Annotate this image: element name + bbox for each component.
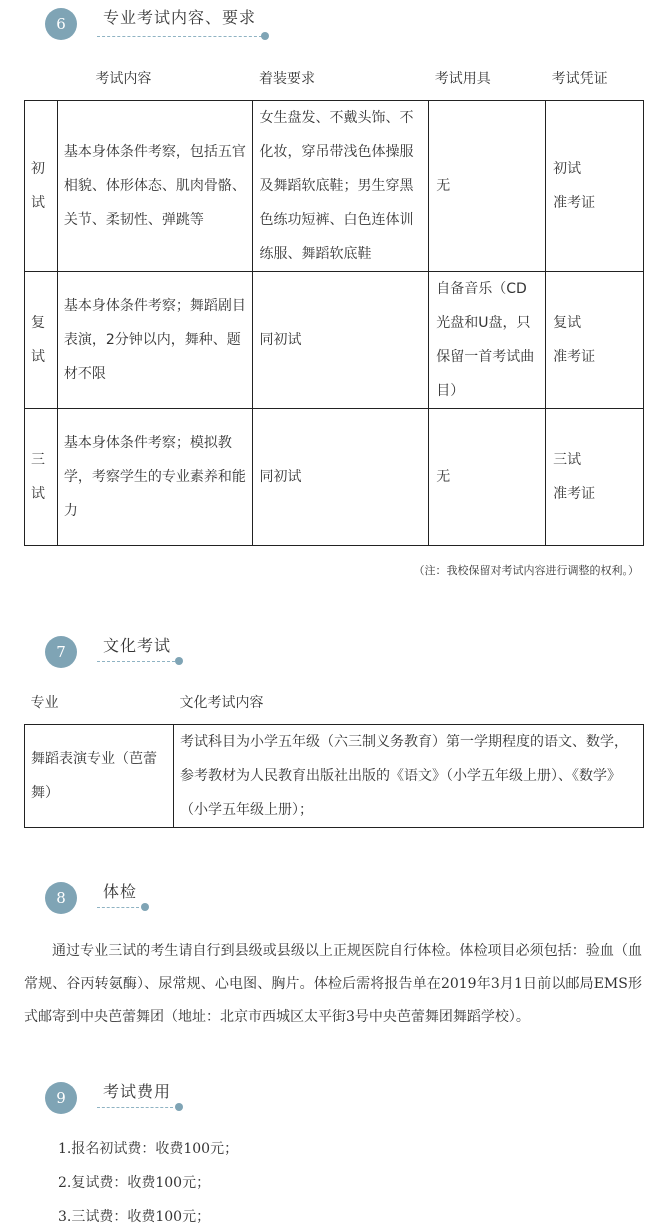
dress-cell: 同初试 (253, 272, 429, 409)
section-number-badge: 8 (45, 882, 77, 914)
section-6-header (45, 8, 445, 48)
stage-cell: 初 试 (25, 101, 58, 272)
professional-exam-table (24, 58, 644, 546)
underline-dot-icon (175, 657, 183, 665)
header-blank (25, 58, 58, 101)
section-title: 考试费用 (103, 1082, 172, 1101)
stage-cell: 复 试 (25, 272, 58, 409)
dress-cell: 女生盘发、不戴头饰、不化妆，穿吊带浅色体操服及舞蹈软底鞋；男生穿黑色练功短裤、白色连体训练服、舞蹈软底鞋 (253, 101, 429, 272)
header-culture-content: 文化考试内容 (179, 695, 264, 711)
cert-cell: 三试 准考证 (546, 409, 644, 546)
content-cell: 基本身体条件考察；模拟教学，考察学生的专业素养和能力 (57, 409, 253, 546)
fee-item: 1.报名初试费：收费100元； (58, 1141, 239, 1157)
section-number-badge: 9 (45, 1082, 77, 1114)
table-row (25, 409, 644, 546)
title-underline (97, 661, 175, 662)
tools-cell: 自备音乐（CD光盘和U盘，只保留一首考试曲目） (429, 272, 546, 409)
cert-cell: 复试 准考证 (546, 272, 644, 409)
fee-item: 3.三试费：收费100元； (58, 1209, 211, 1225)
content-cell: 基本身体条件考察，包括五官相貌、体形体态、肌肉骨骼、关节、柔韧性、弹跳等 (57, 101, 253, 272)
header-dress: 着装要求 (258, 71, 315, 87)
underline-dot-icon (175, 1103, 183, 1111)
header-content: 考试内容 (95, 71, 152, 87)
table-note: （注：我校保留对考试内容进行调整的权利。） (413, 564, 639, 577)
section-number-badge: 6 (45, 8, 77, 40)
title-underline (97, 1107, 173, 1108)
underline-dot-icon (141, 903, 149, 911)
title-underline (97, 907, 139, 908)
table-row (25, 272, 644, 409)
header-cert: 考试凭证 (551, 71, 608, 87)
content-cell: 基本身体条件考察；舞蹈剧目表演，2分钟以内，舞种、题材不限 (57, 272, 253, 409)
tools-cell: 无 (429, 101, 546, 272)
section-title: 专业考试内容、要求 (103, 8, 257, 27)
header-major: 专业 (30, 695, 59, 711)
section-title: 文化考试 (103, 636, 172, 655)
table-row (25, 725, 644, 828)
fee-item: 2.复试费：收费100元； (58, 1175, 211, 1191)
header-tools: 考试用具 (434, 71, 491, 87)
stage-cell: 三 试 (25, 409, 58, 546)
underline-dot-icon (261, 32, 269, 40)
section-9-header (45, 1082, 445, 1122)
dress-cell: 同初试 (253, 409, 429, 546)
culture-exam-table (24, 682, 644, 828)
section-number-badge: 7 (45, 636, 77, 668)
major-cell: 舞蹈表演专业（芭蕾舞） (25, 725, 174, 828)
table-row (25, 101, 644, 272)
section-title: 体检 (103, 882, 138, 901)
section-8-header (45, 882, 445, 922)
section-7-header (45, 636, 445, 676)
cert-cell: 初试 准考证 (546, 101, 644, 272)
title-underline (97, 36, 262, 37)
culture-content-cell: 考试科目为小学五年级（六三制义务教育）第一学期程度的语文、数学，参考教材为人民教育出版社出版的《语文》（小学五年级上册）、《数学》（小学五年级上册）； (174, 725, 644, 828)
physical-exam-text: 通过专业三试的考生请自行到县级或县级以上正规医院自行体检。体检项目必须包括：验血（血常规、谷丙转氨酶）、尿常规、心电图、胸片。体检后需将报告单在2019年3月1日前以邮局EMS形式邮寄到中央芭蕾舞团（地址：北京市西城区太平街3号中央芭蕾舞团舞蹈学校）。 (24, 943, 642, 1025)
tools-cell: 无 (429, 409, 546, 546)
